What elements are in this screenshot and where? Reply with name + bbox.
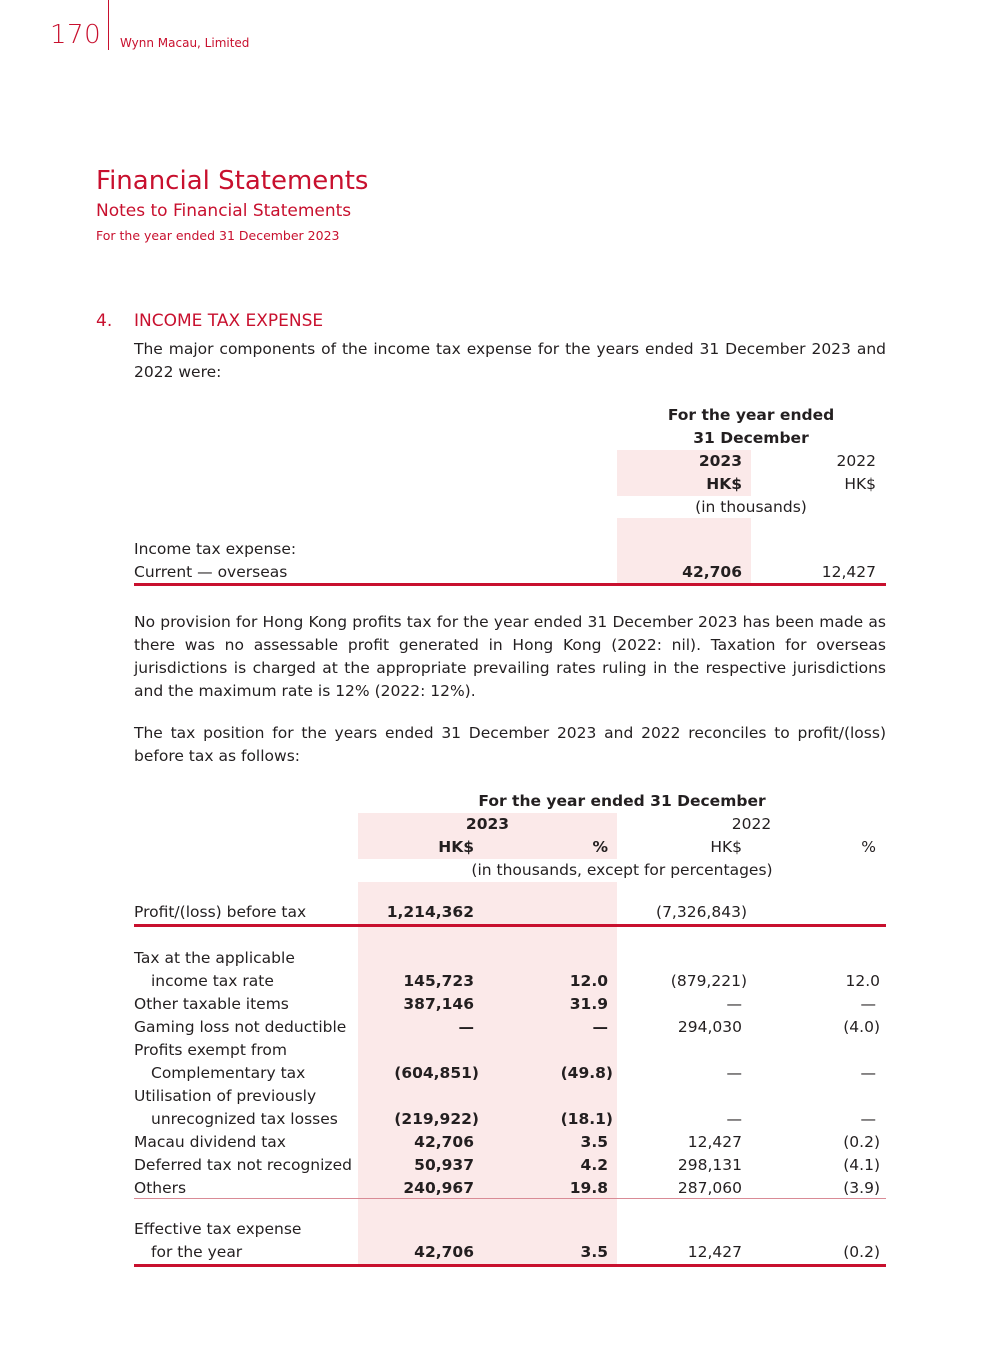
row-value-prior: 287,060 bbox=[677, 1179, 742, 1197]
row-pct-prior: (3.9) bbox=[843, 1179, 880, 1197]
row-value-prior: (879,221) bbox=[670, 972, 747, 990]
total-value-prior: 12,427 bbox=[687, 1243, 742, 1261]
total-label: Effective tax expense bbox=[134, 1220, 302, 1238]
row-pct-prior: — bbox=[860, 1064, 876, 1082]
table2-unit: (in thousands, except for percentages) bbox=[471, 861, 773, 879]
row-value-prior: 298,131 bbox=[677, 1156, 742, 1174]
profit-rule bbox=[134, 924, 886, 927]
row-value-current: (219,922) bbox=[394, 1110, 479, 1128]
row-value-current: 240,967 bbox=[403, 1179, 474, 1197]
row-pct-prior: 12.0 bbox=[845, 972, 880, 990]
row-label: Macau dividend tax bbox=[134, 1133, 286, 1151]
row-pct-prior: — bbox=[860, 995, 876, 1013]
row-label: Profits exempt from bbox=[134, 1041, 287, 1059]
table1-currency-current: HK$ bbox=[706, 475, 742, 493]
row-value-current: (604,851) bbox=[394, 1064, 479, 1082]
row-value-prior: — bbox=[726, 1110, 742, 1128]
row-label-cont: Complementary tax bbox=[151, 1064, 306, 1082]
table1-header-line2: 31 December bbox=[693, 429, 809, 447]
row-label: Utilisation of previously bbox=[134, 1087, 317, 1105]
row-pct-current: 31.9 bbox=[569, 995, 608, 1013]
section-title: INCOME TAX EXPENSE bbox=[134, 311, 324, 331]
hong-kong-tax-note: No provision for Hong Kong profits tax for the year ended 31 December 2023 has been made as there was no assessable profit generated in Hong Kong (2022: nil). Taxation for overseas jurisdictions is charged at the appropriate prevailing rates ruling in the respective jurisdictions and the maximum rate is 12% (2022: 12%). bbox=[134, 613, 886, 700]
total-pct-current: 3.5 bbox=[580, 1243, 608, 1261]
table1-bottom-rule bbox=[134, 583, 886, 586]
row-value-current: 387,146 bbox=[403, 995, 474, 1013]
row-pct-current: — bbox=[592, 1018, 608, 1036]
row-pct-prior: (4.0) bbox=[843, 1018, 880, 1036]
table2-pct-prior: % bbox=[861, 838, 876, 856]
table2-currency-current: HK$ bbox=[438, 838, 474, 856]
row-label: Deferred tax not recognized bbox=[134, 1156, 352, 1174]
document-subtitle: Notes to Financial Statements bbox=[96, 201, 352, 221]
row-value-current: 50,937 bbox=[414, 1156, 474, 1174]
row-pct-current: (49.8) bbox=[560, 1064, 613, 1082]
table1-year-prior: 2022 bbox=[836, 452, 876, 470]
document-title: Financial Statements bbox=[96, 166, 369, 196]
table2-year-current: 2023 bbox=[465, 815, 510, 833]
page-number: 170 bbox=[50, 20, 102, 50]
total-rule bbox=[134, 1264, 886, 1267]
row-pct-prior: — bbox=[860, 1110, 876, 1128]
section-number: 4. bbox=[96, 311, 113, 331]
table1-row-prior: 12,427 bbox=[821, 563, 876, 581]
row-pct-prior: (0.2) bbox=[843, 1133, 880, 1151]
row-pct-current: 4.2 bbox=[580, 1156, 608, 1174]
table1-row-label: Current — overseas bbox=[134, 563, 288, 581]
section-intro: The major components of the income tax expense for the years ended 31 December 2023 and 2022 were: bbox=[134, 340, 886, 381]
header-divider bbox=[108, 0, 109, 50]
profit-before-tax-current: 1,214,362 bbox=[386, 903, 474, 921]
row-value-current: 42,706 bbox=[414, 1133, 474, 1151]
total-pct-prior: (0.2) bbox=[843, 1243, 880, 1261]
reconciliation-intro: The tax position for the years ended 31 December 2023 and 2022 reconciles to profit/(loss) before tax as follows: bbox=[134, 724, 886, 765]
table2-currency-prior: HK$ bbox=[710, 838, 742, 856]
table1-group-label: Income tax expense: bbox=[134, 540, 297, 558]
row-pct-current: 3.5 bbox=[580, 1133, 608, 1151]
row-pct-current: 19.8 bbox=[569, 1179, 608, 1197]
table1-year-current: 2023 bbox=[698, 452, 742, 470]
company-name: Wynn Macau, Limited bbox=[120, 36, 250, 50]
row-value-prior: 12,427 bbox=[687, 1133, 742, 1151]
row-label: Others bbox=[134, 1179, 187, 1197]
table1-header-line1: For the year ended bbox=[667, 406, 835, 424]
row-value-current: 145,723 bbox=[403, 972, 474, 990]
row-label: Gaming loss not deductible bbox=[134, 1018, 347, 1036]
table1-unit: (in thousands) bbox=[695, 498, 807, 516]
table2-header: For the year ended 31 December bbox=[478, 792, 766, 810]
row-pct-current: 12.0 bbox=[569, 972, 608, 990]
row-label-cont: income tax rate bbox=[151, 972, 274, 990]
row-value-current: — bbox=[458, 1018, 474, 1036]
row-value-prior: 294,030 bbox=[677, 1018, 742, 1036]
profit-before-tax-label: Profit/(loss) before tax bbox=[134, 903, 307, 921]
row-label-cont: unrecognized tax losses bbox=[151, 1110, 338, 1128]
row-pct-current: (18.1) bbox=[560, 1110, 613, 1128]
total-label-cont: for the year bbox=[151, 1243, 243, 1261]
row-label: Tax at the applicable bbox=[134, 949, 295, 967]
subtotal-rule bbox=[134, 1198, 886, 1199]
table2-pct-current: % bbox=[592, 838, 608, 856]
row-pct-prior: (4.1) bbox=[843, 1156, 880, 1174]
table1-row-current: 42,706 bbox=[682, 563, 742, 581]
row-label: Other taxable items bbox=[134, 995, 289, 1013]
table2-year-prior: 2022 bbox=[731, 815, 772, 833]
row-value-prior: — bbox=[726, 995, 742, 1013]
total-value-current: 42,706 bbox=[414, 1243, 474, 1261]
table1-currency-prior: HK$ bbox=[844, 475, 876, 493]
profit-before-tax-prior: (7,326,843) bbox=[656, 903, 747, 921]
document-period: For the year ended 31 December 2023 bbox=[96, 228, 340, 243]
row-value-prior: — bbox=[726, 1064, 742, 1082]
